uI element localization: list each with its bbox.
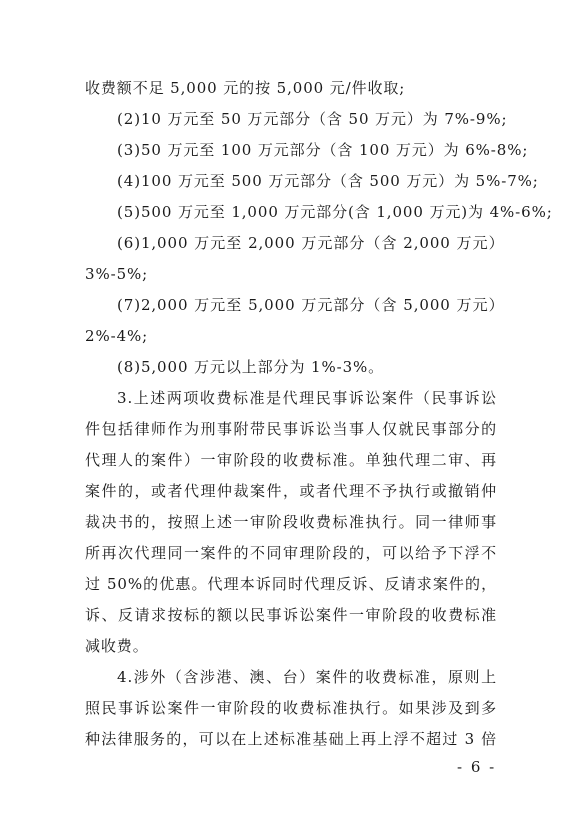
- fee-tier-7-rate: 2%-4%;: [85, 327, 149, 345]
- fee-tier-3: (3)50 万元至 100 万元部分（含 100 万元）为 6%-8%;: [117, 141, 529, 159]
- text-line-1: 收费额不足 5,000 元的按 5,000 元/件收取;: [85, 79, 406, 97]
- paragraph-3-line-8: 诉、反请求按标的额以民事诉讼案件一审阶段的收费标准: [85, 606, 497, 624]
- fee-tier-8: (8)5,000 万元以上部分为 1%-3%。: [117, 358, 385, 376]
- fee-tier-7: (7)2,000 万元至 5,000 万元部分（含 5,000 万元）: [117, 296, 497, 314]
- paragraph-3-line-6: 所再次代理同一案件的不同审理阶段的，可以给予下浮不: [85, 544, 497, 562]
- fee-tier-2: (2)10 万元至 50 万元部分（含 50 万元）为 7%-9%;: [117, 110, 508, 128]
- paragraph-4-line-3: 种法律服务的，可以在上述标准基础上再上浮不超过 3 倍: [85, 730, 497, 748]
- fee-tier-5: (5)500 万元至 1,000 万元部分(含 1,000 万元)为 4%-6%;: [117, 203, 553, 221]
- paragraph-3-line-1: 3.上述两项收费标准是代理民事诉讼案件（民事诉讼: [117, 389, 497, 407]
- page-number: - 6 -: [457, 758, 497, 776]
- paragraph-3-line-4: 案件的，或者代理仲裁案件，或者代理不予执行或撤销仲: [85, 482, 497, 500]
- paragraph-3-line-2: 件包括律师作为刑事附带民事诉讼当事人仅就民事部分的: [85, 420, 497, 438]
- paragraph-3-line-9: 减收费。: [85, 637, 149, 655]
- fee-tier-6: (6)1,000 万元至 2,000 万元部分（含 2,000 万元）: [117, 234, 497, 252]
- fee-tier-6-rate: 3%-5%;: [85, 265, 149, 283]
- paragraph-4-line-1: 4.涉外（含涉港、澳、台）案件的收费标准，原则上: [117, 668, 497, 686]
- fee-tier-4: (4)100 万元至 500 万元部分（含 500 万元）为 5%-7%;: [117, 172, 539, 190]
- paragraph-4-line-2: 照民事诉讼案件一审阶段的收费标准执行。如果涉及到多: [85, 699, 497, 717]
- paragraph-3-line-3: 代理人的案件）一审阶段的收费标准。单独代理二审、再: [85, 451, 497, 469]
- paragraph-3-line-5: 裁决书的，按照上述一审阶段收费标准执行。同一律师事: [85, 513, 497, 531]
- paragraph-3-line-7: 过 50%的优惠。代理本诉同时代理反诉、反请求案件的，: [85, 575, 497, 593]
